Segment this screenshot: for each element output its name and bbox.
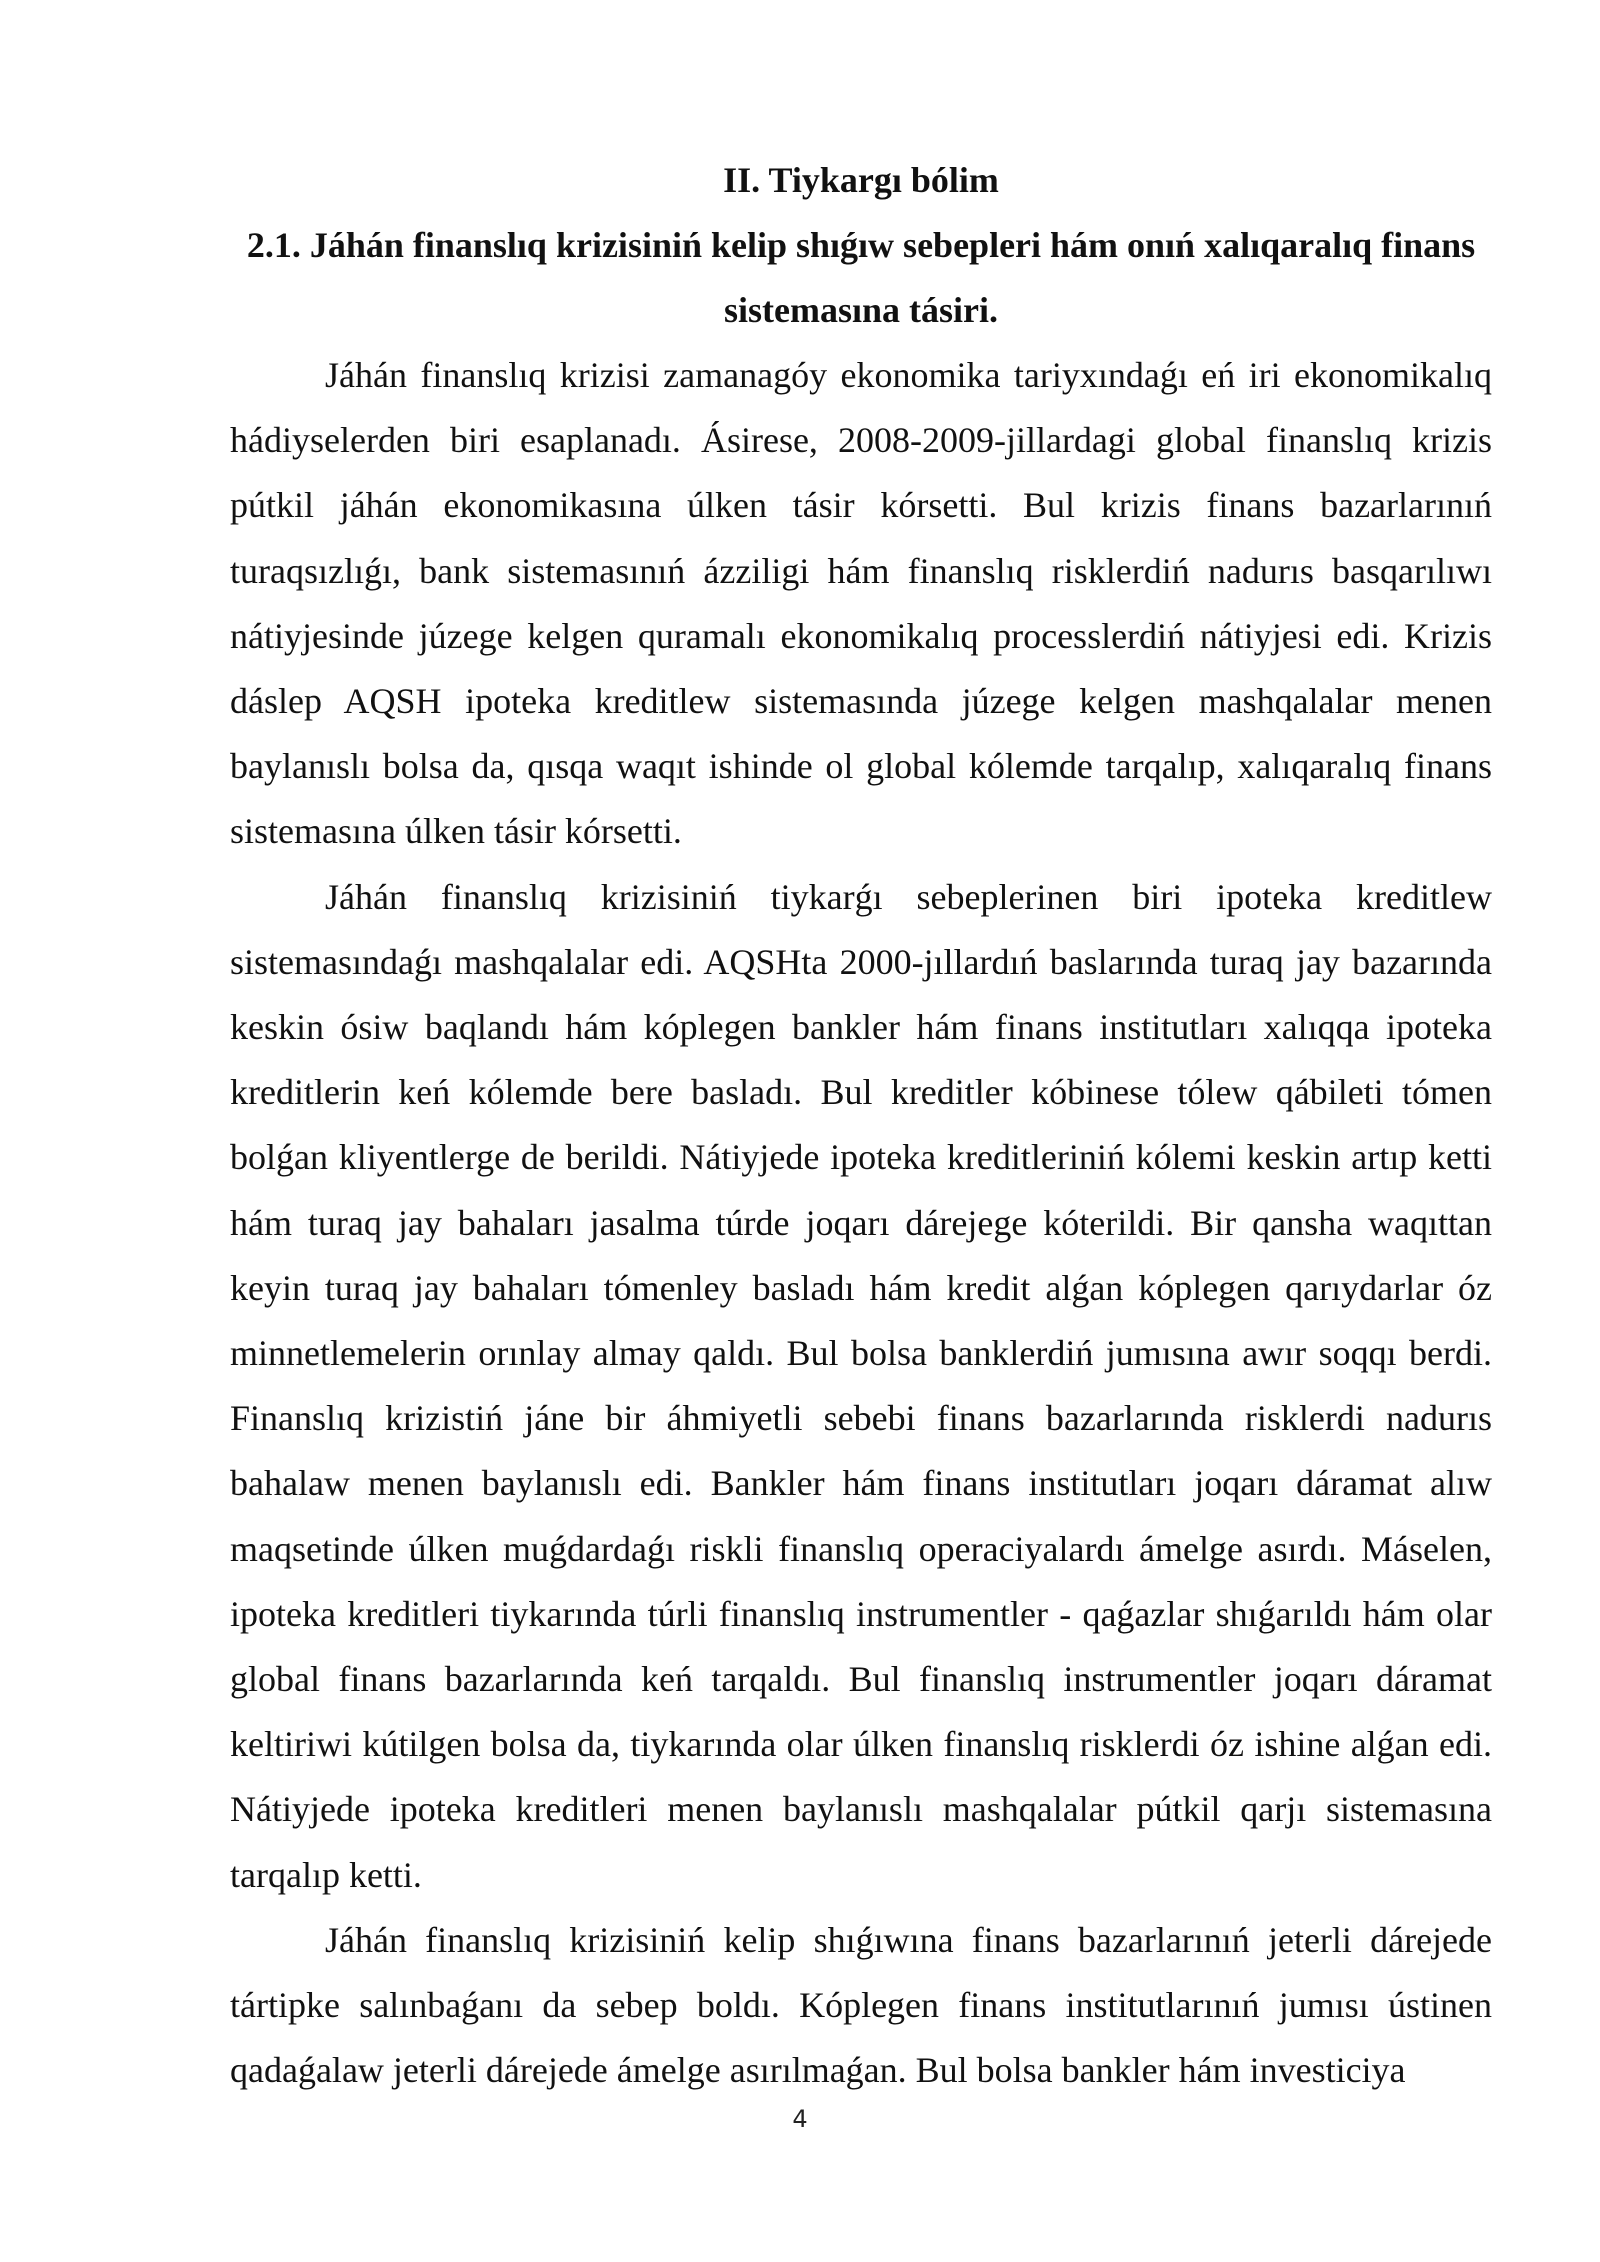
page-content (230, 148, 1492, 2103)
body-paragraph: Jáhán finanslıq krizisiniń kelip shıǵıwına finans bazarlarınıń jeterli dárejede tártipke salınbaǵanı da sebep boldı. Kóplegen finans institutlarınıń jumısı ústinen qadaǵalaw jeterli dárejede ámelge asırılmaǵan. Bul bolsa bankler hám investiciya (230, 1919, 1492, 2091)
page-number: 4 (792, 2105, 808, 2133)
body-paragraph: Jáhán finanslıq krizisiniń tiykarǵı sebeplerinen biri ipoteka kreditlew sistemasındaǵı mashqalalar edi. AQSHta 2000-jıllardıń baslarında turaq jay bazarında keskin ósiw baqlandı hám kóplegen bankler hám finans institutları xalıqqa ipoteka kreditlerin keń kólemde bere basladı. Bul kreditler kóbinese tólew qábileti tómen bolǵan kliyentlerge de berildi. Nátiyjede ipoteka kreditleriniń kólemi keskin artıp ketti hám turaq jay bahaları jasalma túrde joqarı dárejege kóterildi. Bir qansha waqıttan keyin turaq jay bahaları tómenley basladı hám kredit alǵan kóplegen qarıydarlar óz minnetlemelerin orınlay almay qaldı. Bul bolsa banklerdiń jumısına awır soqqı berdi. Finanslıq krizistiń jáne bir áhmiyetli sebebi finans bazarlarında risklerdi nadurıs bahalaw menen baylanıslı edi. Bankler hám finans institutları joqarı dáramat alıw maqsetinde úlken muǵdardaǵı riskli finanslıq operaciyalardı ámelge asırdı. Máselen, ipoteka kreditleri tiykarında túrli finanslıq instrumentler - qaǵazlar shıǵarıldı hám olar global finans bazarlarında keń tarqaldı. Bul finanslıq instrumentler joqarı dáramat keltiriwi kútilgen bolsa da, tiykarında olar úlken finanslıq risklerdi óz ishine alǵan edi. Nátiyjede ipoteka kreditleri menen baylanıslı mashqalalar pútkil qarjı sistemasına tarqalıp ketti. (230, 876, 1492, 1895)
section-title: II. Tiykargı bólim (723, 160, 999, 200)
body-paragraph: Jáhán finanslıq krizisi zamanagóy ekonomika tariyxındaǵı eń iri ekonomikalıq hádiyselerden biri esaplanadı. Ásirese, 2008-2009-jillardagi global finanslıq krizis pútkil jáhán ekonomikasına úlken tásir kórsetti. Bul krizis finans bazarlarınıń turaqsızlıǵı, bank sistemasınıń ázziligi hám finanslıq risklerdiń nadurıs basqarılıwı nátiyjesinde júzege kelgen quramalı ekonomikalıq processlerdiń nátiyjesi edi. Krizis dáslep AQSH ipoteka kreditlew sistemasında júzege kelgen mashqalalar menen baylanıslı bolsa da, qısqa waqıt ishinde ol global kólemde tarqalıp, xalıqaralıq finans sistemasına úlken tásir kórsetti. (230, 355, 1492, 852)
subsection-title: 2.1. Jáhán finanslıq krizisiniń kelip shıǵıw sebepleri hám onıń xalıqaralıq finans sistemasına tásiri. (246, 225, 1476, 330)
